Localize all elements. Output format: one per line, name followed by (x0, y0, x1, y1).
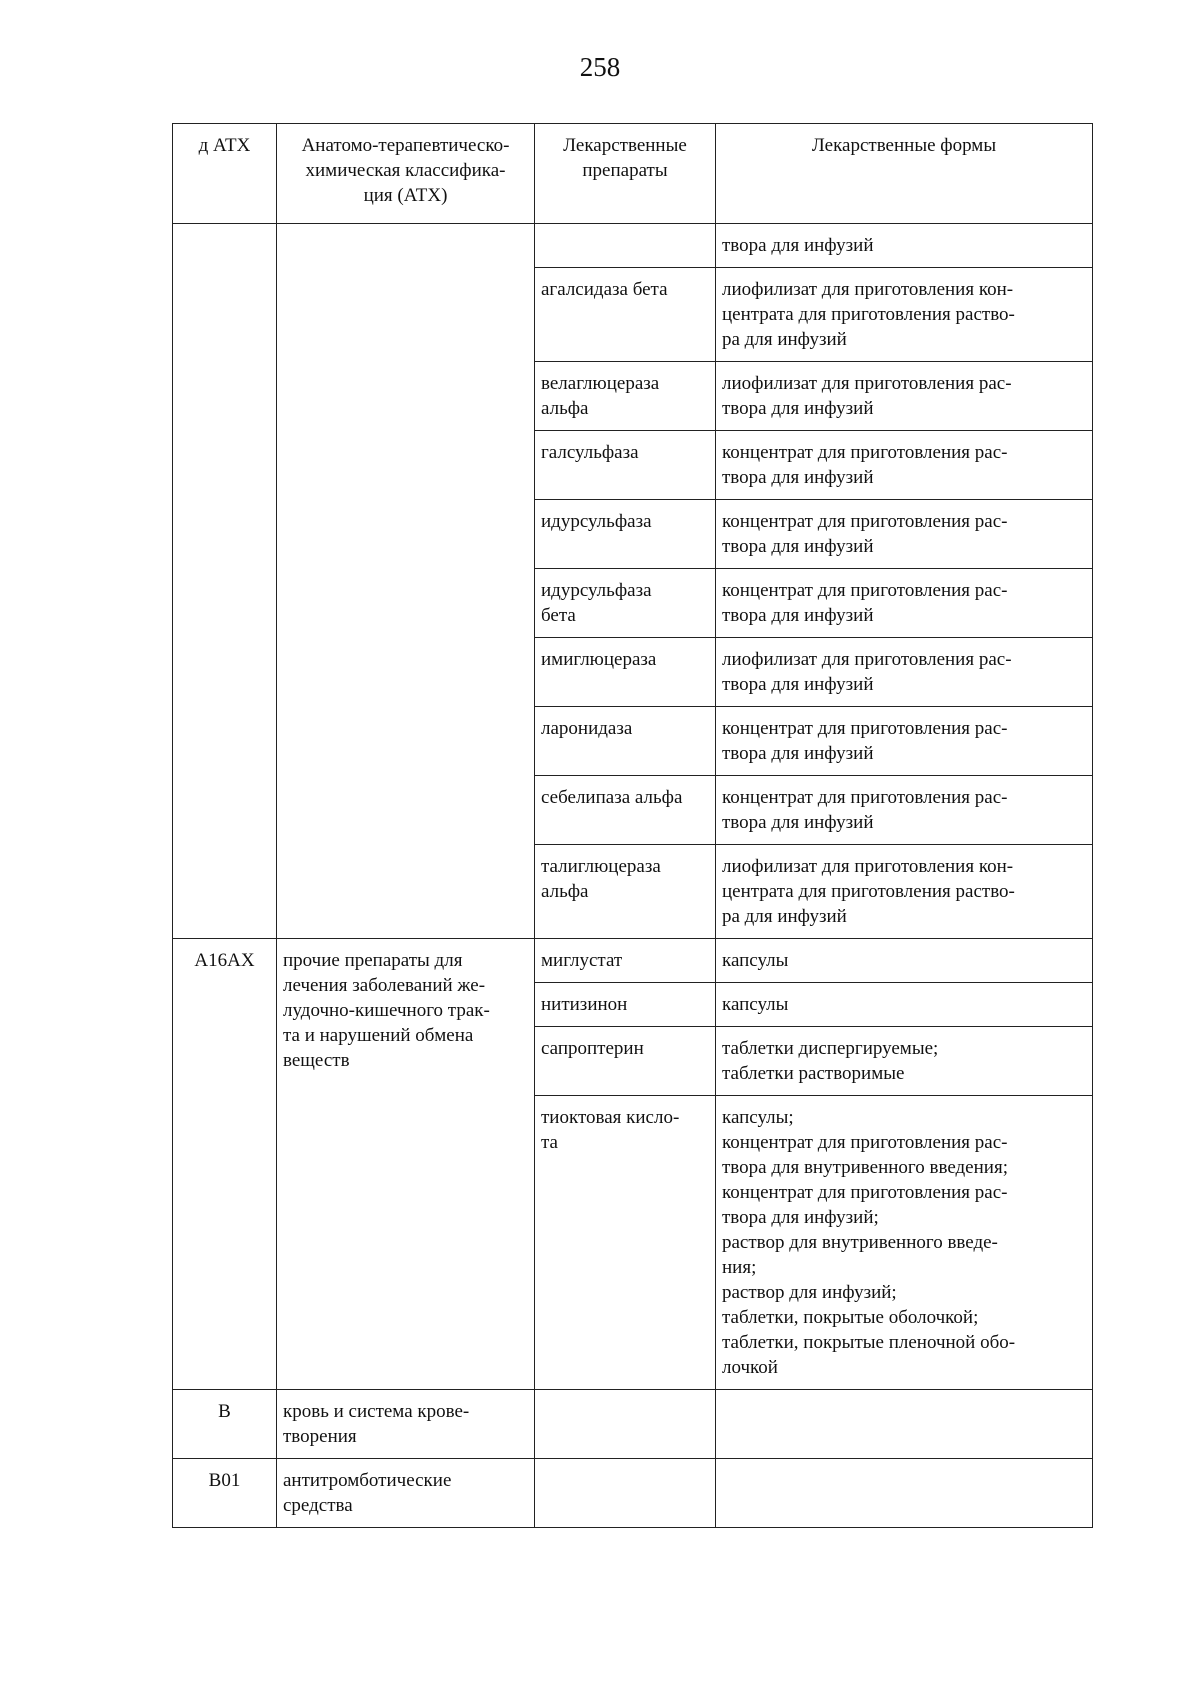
atx-table (172, 123, 1093, 1528)
drug-name: галсульфаза (535, 431, 716, 500)
table-row (173, 224, 1093, 268)
table-row (173, 939, 1093, 983)
drug-name: идурсульфаза (535, 500, 716, 569)
drug-forms: концентрат для приготовления рас- твора для инфузий (716, 500, 1093, 569)
page-number: 258 (579, 52, 621, 82)
drug-name: имиглюцераза (535, 638, 716, 707)
group1-code (173, 224, 277, 939)
drug-forms: лиофилизат для приготовления рас- твора для инфузий (716, 362, 1093, 431)
drug-forms: концентрат для приготовления рас- твора для инфузий (716, 569, 1093, 638)
group1-classification (277, 224, 535, 939)
row-b01-forms (716, 1459, 1093, 1528)
row-b-classification: кровь и система крове- творения (277, 1390, 535, 1459)
drug-forms: лиофилизат для приготовления кон- центрата для приготовления раство- ра для инфузий (716, 268, 1093, 362)
drug-name: миглустат (535, 939, 716, 983)
header-classification: Анатомо-терапевтическо- химическая классифика- ция (АТХ) (277, 124, 535, 224)
drug-forms: концентрат для приготовления рас- твора для инфузий (716, 431, 1093, 500)
drug-forms: лиофилизат для приготовления рас- твора для инфузий (716, 638, 1093, 707)
header-forms: Лекарственные формы (716, 124, 1093, 224)
drug-name: талиглюцераза альфа (535, 845, 716, 939)
drug-name: ларонидаза (535, 707, 716, 776)
group2-code: A16AX (173, 939, 277, 1390)
header-drugs: Лекарственные препараты (535, 124, 716, 224)
drug-name: идурсульфаза бета (535, 569, 716, 638)
drug-name: нитизинон (535, 983, 716, 1027)
row-b01-drug (535, 1459, 716, 1528)
drug-forms: капсулы (716, 983, 1093, 1027)
row-b01-classification: антитромботические средства (277, 1459, 535, 1528)
drug-forms: лиофилизат для приготовления кон- центрата для приготовления раство- ра для инфузий (716, 845, 1093, 939)
drug-name: себелипаза альфа (535, 776, 716, 845)
drug-forms: капсулы (716, 939, 1093, 983)
drug-name: велаглюцераза альфа (535, 362, 716, 431)
drug-name: тиоктовая кисло- та (535, 1096, 716, 1390)
table-row (173, 1459, 1093, 1528)
group2-classification: прочие препараты для лечения заболеваний же- лудочно-кишечного трак- та и нарушений обмена веществ (277, 939, 535, 1390)
table-row (173, 1390, 1093, 1459)
drug-name: агалсидаза бета (535, 268, 716, 362)
row-b-code: B (173, 1390, 277, 1459)
header-code: д АТХ (173, 124, 277, 224)
drug-forms: концентрат для приготовления рас- твора для инфузий (716, 707, 1093, 776)
drug-name: сапроптерин (535, 1027, 716, 1096)
row-b01-code: B01 (173, 1459, 277, 1528)
drug-name (535, 224, 716, 268)
row-b-drug (535, 1390, 716, 1459)
drug-forms: таблетки диспергируемые; таблетки растворимые (716, 1027, 1093, 1096)
table-header-row (173, 124, 1093, 224)
drug-forms: твора для инфузий (716, 224, 1093, 268)
drug-forms: капсулы; концентрат для приготовления рас- твора для внутривенного введения; концентрат для приготовления рас- твора для инфузий; раствор для внутривенного введе- ния; раствор для инфузий; таблетки, покрытые оболочкой; таблетки, покрытые пленочной обо- лочкой (716, 1096, 1093, 1390)
row-b-forms (716, 1390, 1093, 1459)
drug-forms: концентрат для приготовления рас- твора для инфузий (716, 776, 1093, 845)
